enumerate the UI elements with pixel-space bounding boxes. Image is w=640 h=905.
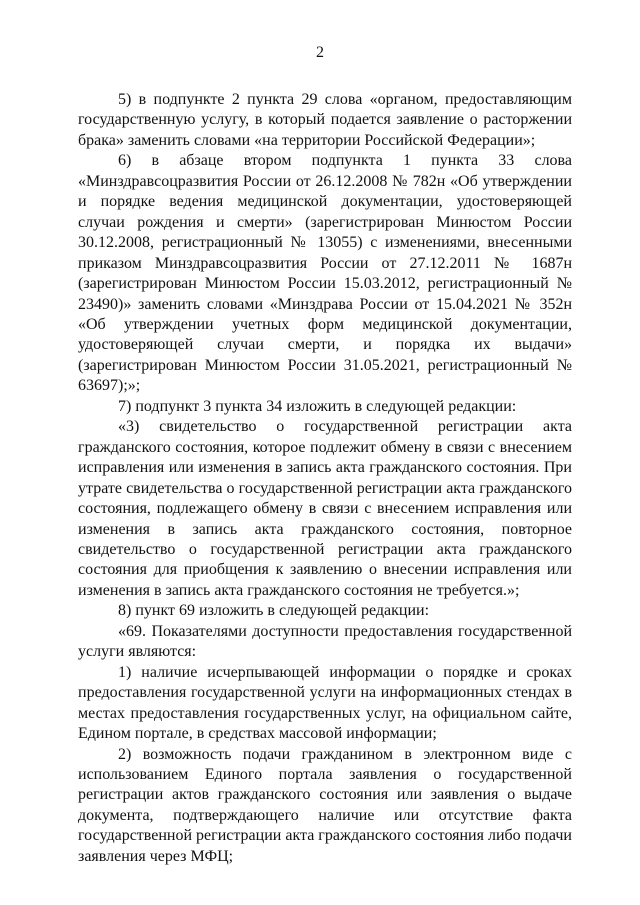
paragraph-item-7: 7) подпункт 3 пункта 34 изложить в следующей редакции: (118, 397, 517, 415)
paragraph-subitem-2: 2) возможность подачи гражданином в электронном виде с использованием Единого портала заявления о государственной регистрации актов гражданского состояния или заявления о выдаче документа, подтверждающего наличие или отсутствие факта государственной регистрации акта гражданского состояния либо подачи заявления через МФЦ; (78, 745, 572, 865)
page-number: 2 (316, 44, 324, 61)
paragraph-quoted-subitem-3: «3) свидетельство о государственной регистрации акта гражданского состояния, которое подлежит обмену в связи с внесением исправления или изменения в запись акта гражданского состояния. При утрате свидетельства о государственной регистрации акта гражданского состояния, подлежащего обмену в связи с внесением исправления или изменения в запись акта гражданского состояния, повторное свидетельство о государственной регистрации акта гражданского состояния для приобщения к заявлению о внесении исправления или изменения в запись акта гражданского состояния не требуется.»; (78, 418, 572, 599)
paragraph-item-6: 6) в абзаце втором подпункта 1 пункта 33 слова «Минздравсоцразвития России от 26.12.2008 № 782н «Об утверждении и порядке ведения медицинской документации, удостоверяющей случаи рождения и смерти» (зарегистрирован Минюстом России 30.12.2008, регистрационный № 13055) с изменениями, внесенными приказом Минздравсоцразвития России от 27.12.2011 № 1687н (зарегистрирован Минюстом России 15.03.2012, регистрационный № 23490)» заменить словами «Минздрава России от 15.04.2021 № 352н «Об утверждении учетных форм медицинской документации, удостоверяющей случаи смерти, и порядка их выдачи» (зарегистрирован Минюстом России 31.05.2021, регистрационный № 63697);»; (78, 152, 572, 395)
paragraph-point-69: «69. Показателями доступности предоставления государственной услуги являются: (78, 622, 572, 661)
paragraph-item-5: 5) в подпункте 2 пункта 29 слова «органом, предоставляющим государственную услугу, в который подается заявление о расторжении брака» заменить словами «на территории Российской Федерации»; (78, 91, 572, 149)
document-body (78, 90, 572, 867)
paragraph-subitem-1: 1) наличие исчерпывающей информации о порядке и сроках предоставления государственной услуги на информационных стендах в местах предоставления государственных услуг, на официальном сайте, Едином портале, в средствах массовой информации; (78, 663, 572, 743)
paragraph-item-8: 8) пункт 69 изложить в следующей редакции: (118, 602, 430, 620)
